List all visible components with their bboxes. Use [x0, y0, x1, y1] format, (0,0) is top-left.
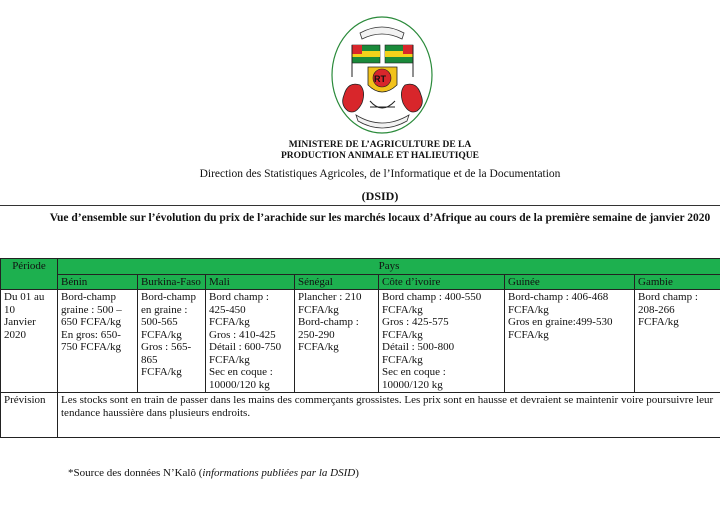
price-cell-mali [206, 290, 295, 393]
pays-header: Pays [58, 259, 720, 275]
cell-line: Bord-champ : 406-468 [508, 291, 609, 303]
source-note [68, 467, 359, 479]
cell-line: FCFA/kg [382, 328, 423, 341]
page-title: Vue d’ensemble sur l’évolution du prix de l’arachide sur les marchés locaux d’Afrique au cours de la première semaine de janvier 2020 [49, 212, 711, 224]
price-cell-cote-divoire [379, 290, 505, 393]
prevision-label: Prévision [1, 393, 58, 438]
ministry-name [0, 140, 720, 162]
country-header: Gambie [635, 274, 720, 290]
periode-header: Période [1, 259, 58, 290]
cell-line: Gros : 410-425 [209, 328, 276, 341]
cell-line: Bord champ : [638, 291, 698, 303]
cell-line: Bord champ : [209, 291, 269, 303]
cell-line: graine : 500 – [61, 303, 122, 316]
acronym: (DSID) [361, 189, 399, 203]
cell-line: FCFA/kg [508, 328, 549, 341]
country-header: Bénin [58, 274, 138, 290]
cell-line: FCFA/kg [298, 341, 339, 353]
cell-line: en graine : [141, 303, 188, 316]
cell-line: 750 FCFA/kg [61, 341, 122, 353]
cell-line: 650 FCFA/kg [61, 316, 122, 328]
ministry-line-1: MINISTERE DE L’AGRICULTURE DE LA [288, 140, 472, 150]
cell-line: FCFA/kg [141, 328, 182, 341]
direction-name: Direction des Statistiques Agricoles, de l’Informatique et de la Documentation [199, 168, 561, 180]
table-header-row [1, 259, 720, 275]
price-cell-guinee [505, 290, 635, 393]
cell-line: Bord-champ [141, 291, 196, 303]
price-cell-benin [58, 290, 138, 393]
country-header: Côte d’ivoire [379, 274, 505, 290]
cell-line: Sec en coque : [209, 366, 273, 378]
price-table [0, 258, 720, 438]
emblem-initials: RT [374, 74, 386, 84]
cell-line: FCFA/kg [209, 316, 250, 328]
cell-line: FCFA/kg [298, 303, 339, 316]
cell-line: FCFA/kg [382, 303, 423, 316]
country-header-row [1, 274, 720, 290]
cell-line: Gros : 425-575 [382, 316, 449, 328]
source-prefix: *Source des données N’Kalô ( [68, 467, 203, 479]
cell-line: FCFA/kg [508, 303, 549, 316]
cell-line: Plancher : 210 [298, 291, 362, 303]
cell-line: Détail : 500-800 [382, 341, 455, 353]
country-header: Guinée [505, 274, 635, 290]
cell-line: 10000/120 kg [382, 378, 443, 391]
price-cell-gambie [635, 290, 720, 393]
table-row [1, 393, 720, 438]
cell-line: 10000/120 kg [209, 378, 270, 391]
cell-line: 500-565 [141, 316, 178, 328]
country-header: Burkina-Faso [138, 274, 206, 290]
cell-line: FCFA/kg [382, 353, 423, 366]
cell-line: FCFA/kg [638, 316, 679, 328]
cell-line: Gros en graine:499-530 [508, 316, 613, 328]
table-row [1, 290, 720, 393]
source-italic: informations publiées par la DSID [202, 467, 356, 479]
cell-line: 250-290 [298, 328, 335, 341]
cell-line: Bord-champ [61, 291, 116, 303]
cell-line: 10 [4, 303, 15, 316]
divider [0, 205, 720, 206]
cell-line: FCFA/kg [141, 366, 182, 378]
ministry-line-2: PRODUCTION ANIMALE ET HALIEUTIQUE [280, 151, 480, 161]
cell-line: Bord-champ : [298, 316, 359, 328]
cell-line: Janvier [4, 316, 36, 328]
cell-line: 425-450 [209, 303, 246, 316]
cell-line: 865 [141, 353, 158, 366]
country-header: Sénégal [295, 274, 379, 290]
cell-line: Du 01 au [4, 291, 45, 303]
cell-line: Bord champ : 400-550 [382, 291, 482, 303]
cell-line: Détail : 600-750 [209, 341, 282, 353]
cell-line: En gros: 650- [61, 328, 121, 341]
prevision-text: Les stocks sont en train de passer dans les mains des commerçants grossistes. Les prix sont en hausse et devraient se maintenir voire poursuivre leur tendance haussière dans plusieurs endroits. [58, 393, 720, 438]
period-cell [1, 290, 58, 393]
cell-line: 2020 [4, 328, 26, 341]
price-cell-burkina-faso [138, 290, 206, 393]
cell-line: Gros : 565- [141, 341, 192, 353]
source-suffix: ) [355, 467, 359, 479]
cell-line: 208-266 [638, 303, 675, 316]
price-cell-senegal [295, 290, 379, 393]
cell-line: FCFA/kg [209, 353, 250, 366]
country-header: Mali [206, 274, 295, 290]
cell-line: Sec en coque : [382, 366, 446, 378]
